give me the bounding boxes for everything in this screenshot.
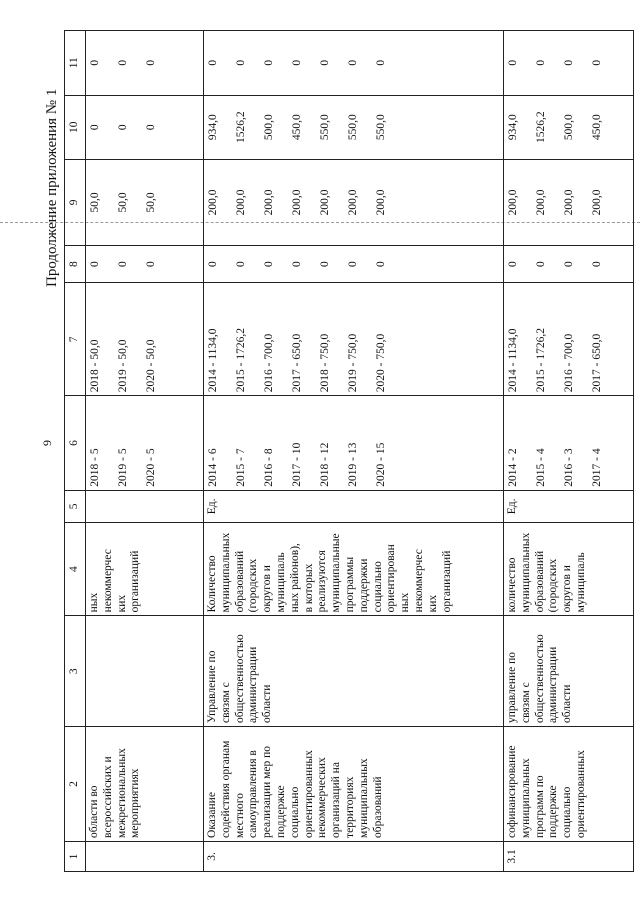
- year-value: 0: [375, 59, 387, 66]
- text-line: ных районов),: [288, 543, 301, 613]
- target-by-year-cell: [86, 396, 204, 491]
- funding-by-year-cell: [204, 283, 504, 396]
- year-value: 2015 - 4: [535, 448, 547, 487]
- text-line: связям с: [519, 682, 532, 724]
- header-cell: 8: [65, 245, 86, 283]
- text-line: (городских: [247, 558, 260, 613]
- year-value: 2017 - 10: [291, 442, 303, 487]
- text-line: Количество: [206, 555, 218, 613]
- year-value: 2014 - 2: [507, 448, 519, 487]
- text-line: реализуются: [316, 550, 329, 613]
- row-number-cell: 3.1: [504, 841, 634, 871]
- activity-name-cell: [504, 727, 634, 842]
- header-cell: 6: [65, 396, 86, 491]
- column-8-cell: [504, 245, 634, 283]
- year-value: 50,0: [145, 192, 157, 213]
- year-value: 2016 - 700,0: [563, 333, 575, 393]
- year-value: 200,0: [235, 189, 247, 216]
- text-line: содействия органам: [219, 740, 232, 838]
- year-value: 0: [347, 59, 359, 66]
- text-line: связям с: [219, 682, 232, 724]
- text-line: территориях: [343, 776, 356, 838]
- year-value: 2016 - 700,0: [263, 333, 275, 393]
- text-line: некоммерчес: [101, 549, 114, 613]
- year-value: 2020 - 50,0: [145, 339, 157, 393]
- text-line: округов и: [561, 565, 574, 613]
- column-10-cell: [86, 95, 204, 159]
- year-value: 934,0: [507, 114, 519, 141]
- year-value: 200,0: [507, 189, 519, 216]
- year-value: 50,0: [117, 192, 129, 213]
- text-line: Оказание: [206, 792, 218, 838]
- year-value: 500,0: [563, 114, 575, 141]
- text-line: ориентированных: [574, 750, 587, 838]
- text-line: муниципальных: [519, 532, 532, 613]
- text-line: программы: [343, 556, 356, 613]
- header-cell: 4: [65, 522, 86, 615]
- target-by-year-cell: [504, 396, 634, 491]
- year-stack: [506, 249, 618, 280]
- year-value: 0: [263, 59, 275, 66]
- year-value: 2014 - 1134,0: [507, 328, 519, 393]
- year-stack: [88, 34, 172, 92]
- text-line: всероссийских и: [101, 756, 114, 838]
- year-value: 0: [591, 59, 603, 66]
- header-cell: 2: [65, 727, 86, 842]
- year-value: 0: [291, 59, 303, 66]
- year-value: 200,0: [591, 189, 603, 216]
- unit-cell: [86, 490, 204, 522]
- year-value: 0: [535, 59, 547, 66]
- year-value: 2018 - 5: [89, 448, 101, 487]
- year-value: 200,0: [263, 189, 275, 216]
- column-10-cell: [504, 95, 634, 159]
- year-value: 0: [117, 59, 129, 66]
- year-value: 2019 - 13: [347, 442, 359, 487]
- year-value: 1526,2: [235, 111, 247, 144]
- text-line: администрации: [547, 646, 560, 724]
- header-cell: 11: [65, 31, 86, 96]
- column-9-cell: [204, 159, 504, 245]
- year-value: 0: [375, 261, 387, 268]
- executor-cell: [204, 616, 504, 727]
- year-stack: [88, 399, 172, 487]
- header-cell: 3: [65, 616, 86, 727]
- year-value: 2015 - 1726,2: [535, 328, 547, 393]
- text-line: образований: [371, 776, 384, 838]
- text-line: самоуправления в: [247, 750, 260, 838]
- executor-cell: [504, 616, 634, 727]
- text-line: поддержке: [274, 785, 287, 838]
- unit-cell: Ед.: [204, 490, 504, 522]
- program-table: [64, 30, 634, 872]
- year-stack: [88, 286, 172, 392]
- text-line: в которых: [302, 563, 315, 613]
- year-value: 200,0: [207, 189, 219, 216]
- year-value: 0: [89, 59, 101, 66]
- text-line: муниципальные: [330, 533, 343, 613]
- text-line: мероприятиях: [129, 768, 142, 838]
- year-value: 2017 - 4: [591, 448, 603, 487]
- executor-cell: [86, 616, 204, 727]
- funding-by-year-cell: [504, 283, 634, 396]
- text-line: области: [261, 684, 274, 724]
- text-line: реализации мер по: [261, 745, 274, 838]
- column-9-cell: [504, 159, 634, 245]
- text-line: муниципаль: [574, 552, 587, 613]
- text-line: муниципальных: [519, 758, 532, 838]
- year-value: 2017 - 650,0: [591, 333, 603, 393]
- indicator-cell: [86, 522, 204, 615]
- year-value: 500,0: [263, 114, 275, 141]
- year-value: 450,0: [291, 114, 303, 141]
- page-number: 9: [40, 440, 54, 446]
- text-line: муниципаль: [274, 552, 287, 613]
- year-stack: [506, 286, 618, 392]
- text-line: администрации: [247, 646, 260, 724]
- year-value: 0: [347, 261, 359, 268]
- indicator-cell: [204, 522, 504, 615]
- year-value: 0: [117, 124, 129, 131]
- year-value: 200,0: [375, 189, 387, 216]
- year-value: 0: [507, 261, 519, 268]
- column-11-cell: [86, 31, 204, 96]
- year-value: 2016 - 8: [263, 448, 275, 487]
- year-stack: [506, 399, 618, 487]
- year-value: 50,0: [89, 192, 101, 213]
- year-value: 0: [207, 59, 219, 66]
- text-line: Управление по: [206, 650, 218, 724]
- year-value: 0: [591, 261, 603, 268]
- text-line: муниципальных: [219, 532, 232, 613]
- text-line: социально: [371, 561, 384, 613]
- text-line: муниципальных: [357, 758, 370, 838]
- text-line: управление по: [506, 651, 518, 724]
- year-value: 550,0: [347, 114, 359, 141]
- text-line: общественностью: [533, 634, 546, 724]
- year-value: 2020 - 5: [145, 448, 157, 487]
- year-stack: [506, 99, 618, 156]
- text-line: области: [561, 684, 574, 724]
- year-stack: [206, 99, 402, 156]
- header-row: [65, 31, 86, 872]
- text-line: области во: [88, 785, 100, 838]
- year-value: 0: [89, 261, 101, 268]
- year-value: 2016 - 3: [563, 448, 575, 487]
- year-value: 0: [319, 59, 331, 66]
- activity-name-cell: [204, 727, 504, 842]
- year-stack: [206, 399, 402, 487]
- year-value: 2018 - 50,0: [89, 339, 101, 393]
- text-line: округов и: [261, 565, 274, 613]
- row-number-cell: [86, 841, 204, 871]
- text-line: ких: [426, 594, 439, 613]
- year-stack: [88, 249, 172, 280]
- year-value: 2018 - 750,0: [319, 333, 331, 393]
- column-10-cell: [204, 95, 504, 159]
- header-cell: 7: [65, 283, 86, 396]
- year-stack: [206, 34, 402, 92]
- text-line: образований: [233, 550, 246, 613]
- year-value: 0: [145, 124, 157, 131]
- year-value: 0: [89, 124, 101, 131]
- year-value: 0: [263, 261, 275, 268]
- header-cell: 10: [65, 95, 86, 159]
- target-by-year-cell: [204, 396, 504, 491]
- year-stack: [506, 34, 618, 92]
- text-line: поддержке: [547, 785, 560, 838]
- column-9-cell: [86, 159, 204, 245]
- year-value: 0: [563, 261, 575, 268]
- year-value: 2019 - 50,0: [117, 339, 129, 393]
- text-line: социально: [288, 786, 301, 838]
- year-value: 0: [117, 261, 129, 268]
- year-value: 200,0: [319, 189, 331, 216]
- text-line: ких: [115, 594, 128, 613]
- year-value: 934,0: [207, 114, 219, 141]
- text-line: ориентирован: [385, 544, 398, 613]
- year-stack: [206, 163, 402, 242]
- year-value: 2020 - 750,0: [375, 333, 387, 393]
- column-11-cell: [504, 31, 634, 96]
- text-line: образований: [533, 550, 546, 613]
- year-value: 2014 - 6: [207, 448, 219, 487]
- year-stack: [88, 163, 172, 242]
- row-number-cell: 3.: [204, 841, 504, 871]
- text-line: (городских: [547, 558, 560, 613]
- year-value: 2020 - 15: [375, 442, 387, 487]
- year-value: 2018 - 12: [319, 442, 331, 487]
- unit-cell: Ед.: [504, 490, 634, 522]
- year-value: 0: [145, 59, 157, 66]
- text-line: ных: [88, 592, 100, 613]
- year-stack: [206, 286, 402, 392]
- caption: Продолжение приложения № 1: [44, 88, 60, 287]
- rotated-page: [40, 30, 612, 872]
- year-value: 2019 - 750,0: [347, 333, 359, 393]
- year-stack: [506, 163, 618, 242]
- text-line: поддержки: [357, 558, 370, 613]
- year-value: 2015 - 7: [235, 448, 247, 487]
- activity-name-cell: [86, 727, 204, 842]
- text-line: некоммерчес: [412, 549, 425, 613]
- year-value: 200,0: [347, 189, 359, 216]
- year-value: 2017 - 650,0: [291, 333, 303, 393]
- year-value: 1526,2: [535, 111, 547, 144]
- text-line: ных: [399, 592, 412, 613]
- year-stack: [88, 99, 172, 156]
- year-value: 0: [563, 59, 575, 66]
- year-value: 0: [235, 59, 247, 66]
- text-line: организаций: [440, 550, 453, 613]
- year-value: 0: [207, 261, 219, 268]
- header-cell: 5: [65, 490, 86, 522]
- text-line: некоммерческих: [316, 757, 329, 838]
- text-line: межрегиональных: [115, 748, 128, 838]
- year-value: 550,0: [319, 114, 331, 141]
- text-line: организаций на: [330, 762, 343, 838]
- column-8-cell: [204, 245, 504, 283]
- text-line: местного: [233, 793, 246, 838]
- funding-by-year-cell: [86, 283, 204, 396]
- text-line: количество: [506, 557, 518, 613]
- year-value: 200,0: [535, 189, 547, 216]
- year-value: 0: [235, 261, 247, 268]
- text-line: общественностью: [233, 634, 246, 724]
- text-line: программ по: [533, 775, 546, 838]
- column-11-cell: [204, 31, 504, 96]
- year-value: 0: [535, 261, 547, 268]
- text-line: организаций: [129, 550, 142, 613]
- year-value: 450,0: [591, 114, 603, 141]
- year-value: 550,0: [375, 114, 387, 141]
- year-value: 200,0: [563, 189, 575, 216]
- table-row: [504, 31, 634, 872]
- year-value: 0: [319, 261, 331, 268]
- year-value: 2019 - 5: [117, 448, 129, 487]
- header-cell: 1: [65, 841, 86, 871]
- table-row: [204, 31, 504, 872]
- year-value: 0: [291, 261, 303, 268]
- indicator-cell: [504, 522, 634, 615]
- text-line: софинансирование: [506, 745, 518, 838]
- header-cell: 9: [65, 159, 86, 245]
- column-8-cell: [86, 245, 204, 283]
- text-line: ориентированных: [302, 750, 315, 838]
- year-value: 0: [507, 59, 519, 66]
- table-row: [86, 31, 204, 872]
- year-value: 200,0: [291, 189, 303, 216]
- year-value: 0: [145, 261, 157, 268]
- text-line: социально: [561, 786, 574, 838]
- year-value: 2014 - 1134,0: [207, 328, 219, 393]
- year-stack: [206, 249, 402, 280]
- year-value: 2015 - 1726,2: [235, 328, 247, 393]
